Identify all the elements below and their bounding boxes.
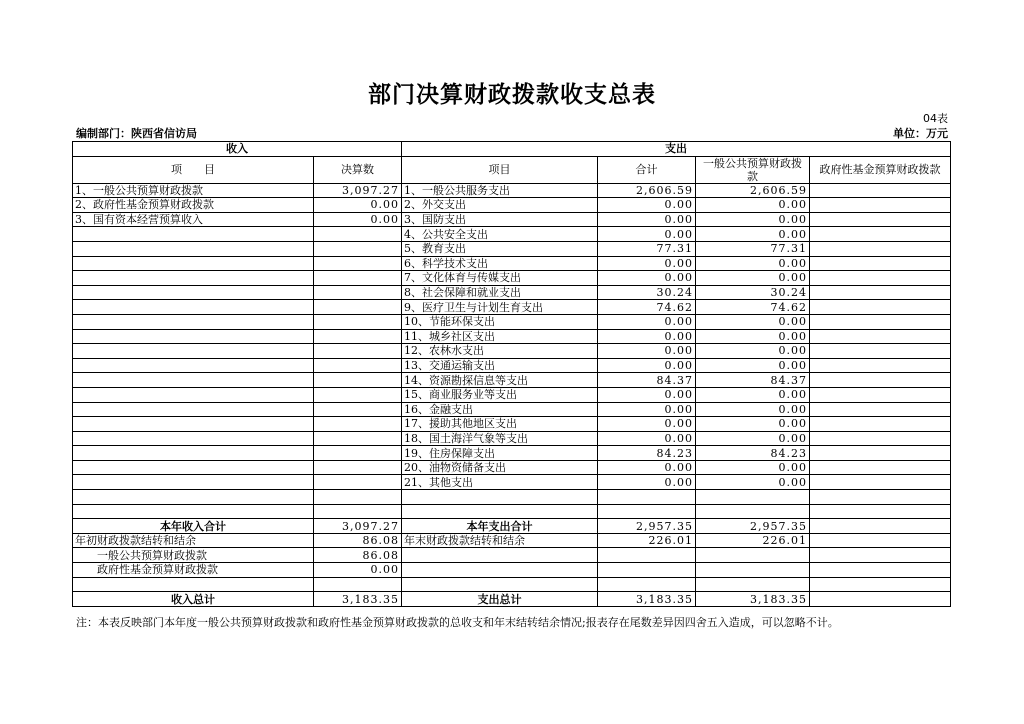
- expense-section-label: 支出: [402, 142, 951, 157]
- expense-general-cell: 0.00: [696, 344, 810, 359]
- form-number: 04表: [923, 112, 948, 125]
- compiling-department: 编制部门：陕西省信访局: [76, 127, 197, 140]
- income-item-cell: [73, 285, 314, 300]
- income-amount-cell: [314, 402, 402, 417]
- income-amount-cell: [314, 460, 402, 475]
- table-row: [73, 504, 951, 519]
- expense-item-cell: 8、社会保障和就业支出: [402, 285, 598, 300]
- expense-general-cell: 84.23: [696, 446, 810, 461]
- expense-total-header: 合计: [598, 156, 696, 183]
- expense-general-cell: 0.00: [696, 460, 810, 475]
- table-row: [73, 460, 951, 475]
- expense-total-cell: 0.00: [598, 417, 696, 432]
- expense-fund-cell: [810, 183, 951, 198]
- income-amount-cell: [314, 417, 402, 432]
- income-item-cell: [73, 314, 314, 329]
- expense-fund-cell: [810, 431, 951, 446]
- expense-total-cell: [598, 490, 696, 505]
- expense-total-cell: 0.00: [598, 402, 696, 417]
- expense-total-cell: 0.00: [598, 475, 696, 490]
- expense-general-cell: 84.37: [696, 373, 810, 388]
- income-amount-cell: [314, 344, 402, 359]
- income-amount-cell: [314, 227, 402, 242]
- blank-row: [73, 577, 951, 592]
- income-amount-cell: 0.00: [314, 212, 402, 227]
- expense-general-cell: 0.00: [696, 329, 810, 344]
- table-row: [73, 344, 951, 359]
- expense-fund-cell: [810, 314, 951, 329]
- income-item-cell: [73, 271, 314, 286]
- income-amount-cell: [314, 387, 402, 402]
- expense-fund-cell: [810, 417, 951, 432]
- table-row: [73, 198, 951, 213]
- expense-item-cell: 18、国土海洋气象等支出: [402, 431, 598, 446]
- expense-total-cell: [598, 504, 696, 519]
- expense-fund-cell: [810, 446, 951, 461]
- expense-item-cell: 19、住房保障支出: [402, 446, 598, 461]
- footnote: 注：本表反映部门本年度一般公共预算财政拨款和政府性基金预算财政拨款的总收支和年末结转结余情况;报表存在尾数差异因四舍五入造成，可以忽略不计。: [76, 616, 839, 629]
- expense-general-cell: 0.00: [696, 314, 810, 329]
- expense-total-cell: 84.37: [598, 373, 696, 388]
- expense-fund-cell: [810, 227, 951, 242]
- carry-fund-row: [73, 563, 951, 578]
- income-item-cell: [73, 344, 314, 359]
- expense-item-cell: 12、农林水支出: [402, 344, 598, 359]
- table-row: [73, 241, 951, 256]
- carry-fund-label: 政府性基金预算财政拨款: [73, 563, 314, 578]
- expense-item-cell: [402, 490, 598, 505]
- expense-general-cell: 0.00: [696, 256, 810, 271]
- expense-item-cell: 21、其他支出: [402, 475, 598, 490]
- expense-item-cell: [402, 504, 598, 519]
- expense-total-cell: 0.00: [598, 212, 696, 227]
- expense-general-cell: 0.00: [696, 402, 810, 417]
- expense-item-cell: 10、节能环保支出: [402, 314, 598, 329]
- expense-general-cell: 0.00: [696, 271, 810, 286]
- table-row: [73, 358, 951, 373]
- expense-total-cell: 0.00: [598, 198, 696, 213]
- grand-total-row: [73, 592, 951, 607]
- income-amount-header: 决算数: [314, 156, 402, 183]
- expense-general-cell: 77.31: [696, 241, 810, 256]
- expense-total-cell: 0.00: [598, 358, 696, 373]
- table-row: [73, 300, 951, 315]
- general-budget-header: 一般公共预算财政拨款: [696, 156, 810, 183]
- expense-fund-cell: [810, 475, 951, 490]
- income-item-cell: [73, 256, 314, 271]
- income-item-cell: [73, 490, 314, 505]
- income-item-cell: [73, 227, 314, 242]
- expense-general-cell: 0.00: [696, 227, 810, 242]
- income-grand-total-amount: 3,183.35: [314, 592, 402, 607]
- expense-total-cell: 0.00: [598, 271, 696, 286]
- income-item-cell: [73, 475, 314, 490]
- finance-table: [72, 141, 951, 607]
- expense-total-cell: 2,606.59: [598, 183, 696, 198]
- income-amount-cell: [314, 446, 402, 461]
- expense-total-cell: 0.00: [598, 460, 696, 475]
- expense-fund-cell: [810, 402, 951, 417]
- expense-grand-total-amount: 3,183.35: [598, 592, 696, 607]
- year-expense-general-amount: 2,957.35: [696, 519, 810, 534]
- expense-general-cell: 0.00: [696, 475, 810, 490]
- income-item-cell: [73, 373, 314, 388]
- expense-fund-cell: [810, 256, 951, 271]
- expense-item-cell: 5、教育支出: [402, 241, 598, 256]
- table-row: [73, 183, 951, 198]
- expense-general-cell: 0.00: [696, 212, 810, 227]
- expense-fund-cell: [810, 460, 951, 475]
- income-item-header: 项 目: [73, 156, 314, 183]
- carry-end-general: 226.01: [696, 533, 810, 548]
- expense-fund-cell: [810, 198, 951, 213]
- income-item-cell: [73, 417, 314, 432]
- expense-total-cell: 77.31: [598, 241, 696, 256]
- expense-total-cell: 30.24: [598, 285, 696, 300]
- expense-item-header: 项目: [402, 156, 598, 183]
- fund-budget-header: 政府性基金预算财政拨款: [810, 156, 951, 183]
- income-grand-total-label: 收入总计: [73, 592, 314, 607]
- table-row: [73, 212, 951, 227]
- expense-item-cell: 6、科学技术支出: [402, 256, 598, 271]
- expense-item-cell: 15、商业服务业等支出: [402, 387, 598, 402]
- income-item-cell: [73, 241, 314, 256]
- year-income-total-amount: 3,097.27: [314, 519, 402, 534]
- expense-fund-cell: [810, 271, 951, 286]
- expense-general-cell: [696, 490, 810, 505]
- income-amount-cell: [314, 300, 402, 315]
- carryover-row: [73, 533, 951, 548]
- expense-item-cell: 9、医疗卫生与计划生育支出: [402, 300, 598, 315]
- carry-begin-amount: 86.08: [314, 533, 402, 548]
- expense-item-cell: 16、金融支出: [402, 402, 598, 417]
- income-amount-cell: [314, 431, 402, 446]
- income-amount-cell: 3,097.27: [314, 183, 402, 198]
- income-amount-cell: 0.00: [314, 198, 402, 213]
- table-row: [73, 475, 951, 490]
- expense-item-cell: 14、资源勘探信息等支出: [402, 373, 598, 388]
- table-row: [73, 387, 951, 402]
- table-row: [73, 227, 951, 242]
- carry-begin-label: 年初财政拨款结转和结余: [73, 533, 314, 548]
- year-expense-total-amount: 2,957.35: [598, 519, 696, 534]
- year-expense-fund-amount: [810, 519, 951, 534]
- table-row: [73, 402, 951, 417]
- year-expense-total-label: 本年支出合计: [402, 519, 598, 534]
- expense-fund-cell: [810, 329, 951, 344]
- expense-fund-cell: [810, 504, 951, 519]
- income-item-cell: [73, 504, 314, 519]
- expense-fund-cell: [810, 387, 951, 402]
- income-item-cell: [73, 460, 314, 475]
- income-amount-cell: [314, 241, 402, 256]
- carry-fund-amount: 0.00: [314, 563, 402, 578]
- expense-fund-cell: [810, 358, 951, 373]
- income-item-cell: [73, 446, 314, 461]
- expense-general-cell: 0.00: [696, 387, 810, 402]
- carry-end-label: 年末财政拨款结转和结余: [402, 533, 598, 548]
- carry-general-label: 一般公共预算财政拨款: [73, 548, 314, 563]
- table-row: [73, 329, 951, 344]
- income-item-cell: 1、一般公共预算财政拨款: [73, 183, 314, 198]
- income-item-cell: [73, 358, 314, 373]
- income-amount-cell: [314, 285, 402, 300]
- income-amount-cell: [314, 329, 402, 344]
- income-item-cell: [73, 329, 314, 344]
- table-row: [73, 431, 951, 446]
- expense-general-cell: [696, 504, 810, 519]
- expense-general-cell: 0.00: [696, 358, 810, 373]
- carry-end-total: 226.01: [598, 533, 696, 548]
- income-section-label: 收入: [73, 142, 402, 157]
- carry-general-row: [73, 548, 951, 563]
- table-row: [73, 256, 951, 271]
- expense-item-cell: 2、外交支出: [402, 198, 598, 213]
- carry-general-amount: 86.08: [314, 548, 402, 563]
- income-item-cell: [73, 300, 314, 315]
- expense-total-cell: 0.00: [598, 314, 696, 329]
- expense-fund-cell: [810, 300, 951, 315]
- year-total-row: [73, 519, 951, 534]
- expense-general-cell: 0.00: [696, 198, 810, 213]
- expense-total-cell: 84.23: [598, 446, 696, 461]
- expense-item-cell: 4、公共安全支出: [402, 227, 598, 242]
- income-amount-cell: [314, 271, 402, 286]
- income-amount-cell: [314, 490, 402, 505]
- expense-fund-cell: [810, 241, 951, 256]
- expense-total-cell: 74.62: [598, 300, 696, 315]
- expense-fund-cell: [810, 212, 951, 227]
- expense-general-cell: 2,606.59: [696, 183, 810, 198]
- expense-total-cell: 0.00: [598, 329, 696, 344]
- income-amount-cell: [314, 373, 402, 388]
- expense-item-cell: 7、文化体育与传媒支出: [402, 271, 598, 286]
- expense-fund-cell: [810, 373, 951, 388]
- income-item-cell: 2、政府性基金预算财政拨款: [73, 198, 314, 213]
- income-item-cell: [73, 402, 314, 417]
- expense-item-cell: 11、城乡社区支出: [402, 329, 598, 344]
- expense-general-cell: 0.00: [696, 431, 810, 446]
- expense-total-cell: 0.00: [598, 256, 696, 271]
- table-row: [73, 417, 951, 432]
- year-income-total-label: 本年收入合计: [73, 519, 314, 534]
- table-row: [73, 285, 951, 300]
- income-item-cell: [73, 387, 314, 402]
- expense-general-cell: 74.62: [696, 300, 810, 315]
- currency-unit: 单位：万元: [893, 127, 948, 140]
- section-header-row: [73, 142, 951, 157]
- income-item-cell: [73, 431, 314, 446]
- expense-grand-fund-amount: [810, 592, 951, 607]
- carry-end-fund: [810, 533, 951, 548]
- income-amount-cell: [314, 256, 402, 271]
- income-item-cell: 3、国有资本经营预算收入: [73, 212, 314, 227]
- expense-item-cell: 17、援助其他地区支出: [402, 417, 598, 432]
- table-row: [73, 490, 951, 505]
- table-row: [73, 373, 951, 388]
- expense-total-cell: 0.00: [598, 344, 696, 359]
- expense-total-cell: 0.00: [598, 227, 696, 242]
- expense-item-cell: 13、交通运输支出: [402, 358, 598, 373]
- column-header-row: [73, 156, 951, 183]
- expense-fund-cell: [810, 344, 951, 359]
- expense-general-cell: 0.00: [696, 417, 810, 432]
- expense-fund-cell: [810, 285, 951, 300]
- expense-item-cell: 3、国防支出: [402, 212, 598, 227]
- income-amount-cell: [314, 504, 402, 519]
- table-row: [73, 271, 951, 286]
- expense-grand-general-amount: 3,183.35: [696, 592, 810, 607]
- expense-item-cell: 1、一般公共服务支出: [402, 183, 598, 198]
- expense-item-cell: 20、油物资储备支出: [402, 460, 598, 475]
- table-row: [73, 314, 951, 329]
- income-amount-cell: [314, 475, 402, 490]
- page-title: 部门决算财政拨款收支总表: [368, 82, 656, 108]
- expense-total-cell: 0.00: [598, 431, 696, 446]
- expense-general-cell: 30.24: [696, 285, 810, 300]
- income-amount-cell: [314, 358, 402, 373]
- table-row: [73, 446, 951, 461]
- expense-grand-total-label: 支出总计: [402, 592, 598, 607]
- income-amount-cell: [314, 314, 402, 329]
- expense-total-cell: 0.00: [598, 387, 696, 402]
- expense-fund-cell: [810, 490, 951, 505]
